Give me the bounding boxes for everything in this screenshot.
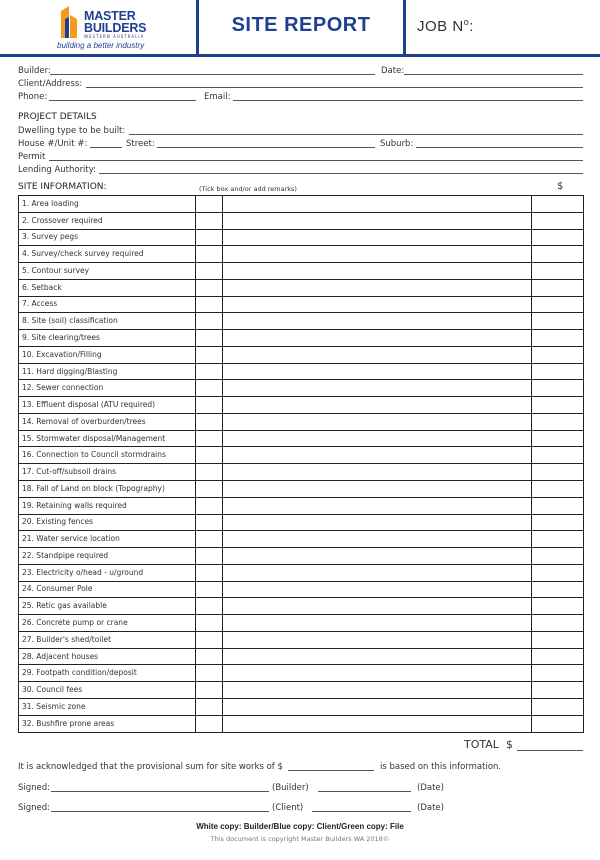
tick-box[interactable]: [196, 263, 223, 280]
table-row: [19, 581, 584, 598]
remarks-cell[interactable]: [223, 380, 532, 397]
remarks-cell[interactable]: [223, 447, 532, 464]
signed-label: Signed:: [18, 783, 51, 793]
table-row: [19, 346, 584, 363]
site-information-table: [18, 195, 584, 733]
job-number-label: JOB $N^o$:: [417, 17, 474, 35]
amount-cell[interactable]: [532, 413, 584, 430]
tick-box-note: (Tick box and/or add remarks): [199, 185, 297, 193]
amount-cell[interactable]: [532, 263, 584, 280]
site-information-heading: SITE INFORMATION:: [18, 182, 107, 192]
table-row: [19, 514, 584, 531]
table-row: [19, 363, 584, 380]
site-item-label: 9. Site clearing/trees: [19, 330, 196, 347]
amount-cell[interactable]: [532, 380, 584, 397]
site-item-label: 21. Water service location: [19, 531, 196, 548]
remarks-cell[interactable]: [223, 698, 532, 715]
tick-box[interactable]: [196, 413, 223, 430]
amount-cell[interactable]: [532, 279, 584, 296]
total-label: TOTAL $: [464, 738, 513, 751]
remarks-cell[interactable]: [223, 531, 532, 548]
site-item-label: 25. Retic gas available: [19, 598, 196, 615]
tick-box[interactable]: [196, 447, 223, 464]
table-row: [19, 397, 584, 414]
amount-cell[interactable]: [532, 514, 584, 531]
remarks-cell[interactable]: [223, 246, 532, 263]
builder-signature-caption: (Builder): [272, 783, 309, 793]
remarks-cell[interactable]: [223, 346, 532, 363]
site-item-label: 8. Site (soil) classification: [19, 313, 196, 330]
table-row: [19, 263, 584, 280]
date-field[interactable]: [404, 74, 583, 75]
amount-cell[interactable]: [532, 313, 584, 330]
amount-cell[interactable]: [532, 682, 584, 699]
permit-field[interactable]: [49, 160, 583, 161]
tick-box[interactable]: [196, 698, 223, 715]
remarks-cell[interactable]: [223, 581, 532, 598]
remarks-cell[interactable]: [223, 464, 532, 481]
site-item-label: 19. Retaining walls required: [19, 497, 196, 514]
remarks-cell[interactable]: [223, 665, 532, 682]
site-item-label: 3. Survey pegs: [19, 229, 196, 246]
remarks-cell[interactable]: [223, 481, 532, 498]
lending-authority-label: Lending Authority:: [18, 165, 97, 175]
table-row: [19, 464, 584, 481]
remarks-cell[interactable]: [223, 598, 532, 615]
remarks-cell[interactable]: [223, 497, 532, 514]
tick-box[interactable]: [196, 430, 223, 447]
tick-box[interactable]: [196, 346, 223, 363]
remarks-cell[interactable]: [223, 430, 532, 447]
dwelling-type-label: Dwelling type to be built:: [18, 126, 126, 136]
tick-box[interactable]: [196, 514, 223, 531]
amount-cell[interactable]: [532, 665, 584, 682]
table-row: [19, 313, 584, 330]
amount-cell[interactable]: [532, 631, 584, 648]
table-row: [19, 682, 584, 699]
amount-cell[interactable]: [532, 430, 584, 447]
table-row: [19, 296, 584, 313]
table-row: [19, 665, 584, 682]
tick-box[interactable]: [196, 548, 223, 565]
site-item-label: 22. Standpipe required: [19, 548, 196, 565]
table-row: [19, 715, 584, 732]
amount-cell[interactable]: [532, 246, 584, 263]
amount-cell[interactable]: [532, 464, 584, 481]
dollar-column-label: $: [557, 181, 564, 192]
amount-cell[interactable]: [532, 481, 584, 498]
tick-box[interactable]: [196, 279, 223, 296]
remarks-cell[interactable]: [223, 296, 532, 313]
remarks-cell[interactable]: [223, 548, 532, 565]
site-item-label: 4. Survey/check survey required: [19, 246, 196, 263]
table-row: [19, 430, 584, 447]
tick-box[interactable]: [196, 464, 223, 481]
suburb-field[interactable]: [416, 147, 583, 148]
lending-authority-field[interactable]: [99, 173, 583, 174]
date-caption: (Date): [417, 803, 444, 813]
provisional-sum-field[interactable]: [288, 770, 374, 771]
site-item-label: 11. Hard digging/Blasting: [19, 363, 196, 380]
permit-label: Permit: [18, 152, 46, 162]
remarks-cell[interactable]: [223, 631, 532, 648]
phone-field[interactable]: [49, 100, 196, 101]
house-unit-field[interactable]: [90, 147, 122, 148]
signed-label: Signed:: [18, 803, 51, 813]
table-row: [19, 497, 584, 514]
project-details-heading: PROJECT DETAILS: [18, 112, 97, 122]
site-item-label: 5. Contour survey: [19, 263, 196, 280]
page-title: SITE REPORT: [231, 14, 371, 36]
tick-box[interactable]: [196, 481, 223, 498]
remarks-cell[interactable]: [223, 715, 532, 732]
remarks-cell[interactable]: [223, 313, 532, 330]
amount-cell[interactable]: [532, 548, 584, 565]
table-row: [19, 330, 584, 347]
tick-box[interactable]: [196, 564, 223, 581]
tick-box[interactable]: [196, 531, 223, 548]
table-row: [19, 196, 584, 213]
site-item-label: 32. Bushfire prone areas: [19, 715, 196, 732]
table-row: [19, 648, 584, 665]
site-item-label: 17. Cut-off/subsoil drains: [19, 464, 196, 481]
table-row: [19, 531, 584, 548]
table-row: [19, 229, 584, 246]
site-item-label: 29. Footpath condition/deposit: [19, 665, 196, 682]
page-header: [0, 0, 600, 57]
remarks-cell[interactable]: [223, 212, 532, 229]
client-signature-date-field[interactable]: [312, 811, 411, 812]
tick-box[interactable]: [196, 363, 223, 380]
table-row: [19, 279, 584, 296]
site-item-label: 27. Builder's shed/toilet: [19, 631, 196, 648]
logo-tagline: building a better industry: [57, 41, 145, 50]
table-row: [19, 246, 584, 263]
amount-cell[interactable]: [532, 715, 584, 732]
tick-box[interactable]: [196, 665, 223, 682]
amount-cell[interactable]: [532, 229, 584, 246]
site-item-label: 30. Council fees: [19, 682, 196, 699]
site-item-label: 2. Crossover required: [19, 212, 196, 229]
tick-box[interactable]: [196, 313, 223, 330]
amount-cell[interactable]: [532, 447, 584, 464]
site-item-label: 7. Access: [19, 296, 196, 313]
street-field[interactable]: [157, 147, 375, 148]
amount-cell[interactable]: [532, 581, 584, 598]
master-builders-logo: [50, 5, 190, 51]
remarks-cell[interactable]: [223, 263, 532, 280]
house-unit-label: House #/Unit #:: [18, 139, 88, 149]
ack-text-pre: It is acknowledged that the provisional sum for site works of $: [18, 762, 283, 772]
builder-signature-field[interactable]: [51, 791, 269, 792]
amount-cell[interactable]: [532, 330, 584, 347]
site-item-label: 24. Consumer Pole: [19, 581, 196, 598]
remarks-cell[interactable]: [223, 514, 532, 531]
site-item-label: 13. Effluent disposal (ATU required): [19, 397, 196, 414]
amount-cell[interactable]: [532, 698, 584, 715]
table-row: [19, 615, 584, 632]
builder-field[interactable]: [50, 74, 375, 75]
amount-cell[interactable]: [532, 497, 584, 514]
amount-cell[interactable]: [532, 196, 584, 213]
remarks-cell[interactable]: [223, 229, 532, 246]
builder-signature-date-field[interactable]: [318, 791, 411, 792]
amount-cell[interactable]: [532, 346, 584, 363]
table-row: [19, 564, 584, 581]
site-item-label: 18. Fall of Land on block (Topography): [19, 481, 196, 498]
tick-box[interactable]: [196, 598, 223, 615]
remarks-cell[interactable]: [223, 648, 532, 665]
table-row: [19, 380, 584, 397]
phone-label: Phone:: [18, 92, 48, 102]
street-label: Street:: [126, 139, 155, 149]
amount-cell[interactable]: [532, 363, 584, 380]
tick-box[interactable]: [196, 631, 223, 648]
tick-box[interactable]: [196, 196, 223, 213]
dwelling-type-field[interactable]: [129, 134, 583, 135]
table-row: [19, 598, 584, 615]
amount-cell[interactable]: [532, 212, 584, 229]
tick-box[interactable]: [196, 581, 223, 598]
header-divider: [403, 0, 406, 57]
suburb-label: Suburb:: [380, 139, 414, 149]
client-address-label: Client/Address:: [18, 79, 83, 89]
tick-box[interactable]: [196, 296, 223, 313]
client-signature-field[interactable]: [51, 811, 269, 812]
tick-box[interactable]: [196, 330, 223, 347]
remarks-cell[interactable]: [223, 196, 532, 213]
copy-distribution-note: White copy: Builder/Blue copy: Client/Green copy: File: [196, 822, 404, 831]
tick-box[interactable]: [196, 229, 223, 246]
site-item-label: 14. Removal of overburden/trees: [19, 413, 196, 430]
client-signature-caption: (Client): [272, 803, 304, 813]
builder-label: Builder:: [18, 66, 51, 76]
amount-cell[interactable]: [532, 296, 584, 313]
remarks-cell[interactable]: [223, 564, 532, 581]
amount-cell[interactable]: [532, 397, 584, 414]
amount-cell[interactable]: [532, 648, 584, 665]
remarks-cell[interactable]: [223, 330, 532, 347]
ack-text-post: is based on this information.: [380, 762, 502, 772]
tick-box[interactable]: [196, 397, 223, 414]
email-label: Email:: [204, 92, 231, 102]
total-field[interactable]: [517, 750, 583, 751]
email-field[interactable]: [233, 100, 583, 101]
site-item-label: 20. Existing fences: [19, 514, 196, 531]
table-row: [19, 548, 584, 565]
tick-box[interactable]: [196, 497, 223, 514]
table-row: [19, 212, 584, 229]
amount-cell[interactable]: [532, 531, 584, 548]
table-row: [19, 698, 584, 715]
site-item-label: 15. Stormwater disposal/Management: [19, 430, 196, 447]
building-logo-icon: [58, 5, 80, 41]
client-address-field[interactable]: [86, 87, 583, 88]
site-item-label: 1. Area loading: [19, 196, 196, 213]
site-item-label: 10. Excavation/Filling: [19, 346, 196, 363]
tick-box[interactable]: [196, 715, 223, 732]
amount-cell[interactable]: [532, 564, 584, 581]
table-row: [19, 413, 584, 430]
site-item-label: 28. Adjacent houses: [19, 648, 196, 665]
tick-box[interactable]: [196, 212, 223, 229]
site-item-label: 12. Sewer connection: [19, 380, 196, 397]
site-item-label: 26. Concrete pump or crane: [19, 615, 196, 632]
table-row: [19, 631, 584, 648]
remarks-cell[interactable]: [223, 279, 532, 296]
site-item-label: 23. Electricity o/head - u/ground: [19, 564, 196, 581]
site-item-label: 6. Setback: [19, 279, 196, 296]
remarks-cell[interactable]: [223, 682, 532, 699]
site-item-label: 16. Connection to Council stormdrains: [19, 447, 196, 464]
remarks-cell[interactable]: [223, 413, 532, 430]
tick-box[interactable]: [196, 380, 223, 397]
date-label: Date:: [381, 66, 405, 76]
amount-cell[interactable]: [532, 598, 584, 615]
table-row: [19, 447, 584, 464]
date-caption: (Date): [417, 783, 444, 793]
remarks-cell[interactable]: [223, 397, 532, 414]
tick-box[interactable]: [196, 682, 223, 699]
remarks-cell[interactable]: [223, 363, 532, 380]
copyright-note: This document is copyright Master Builders WA 2018©: [210, 835, 390, 843]
site-item-label: 31. Seismic zone: [19, 698, 196, 715]
tick-box[interactable]: [196, 648, 223, 665]
logo-subtitle: WESTERN AUSTRALIA: [84, 34, 145, 39]
table-row: [19, 481, 584, 498]
amount-cell[interactable]: [532, 615, 584, 632]
logo-name: MASTER BUILDERS: [84, 9, 147, 35]
tick-box[interactable]: [196, 246, 223, 263]
tick-box[interactable]: [196, 615, 223, 632]
remarks-cell[interactable]: [223, 615, 532, 632]
